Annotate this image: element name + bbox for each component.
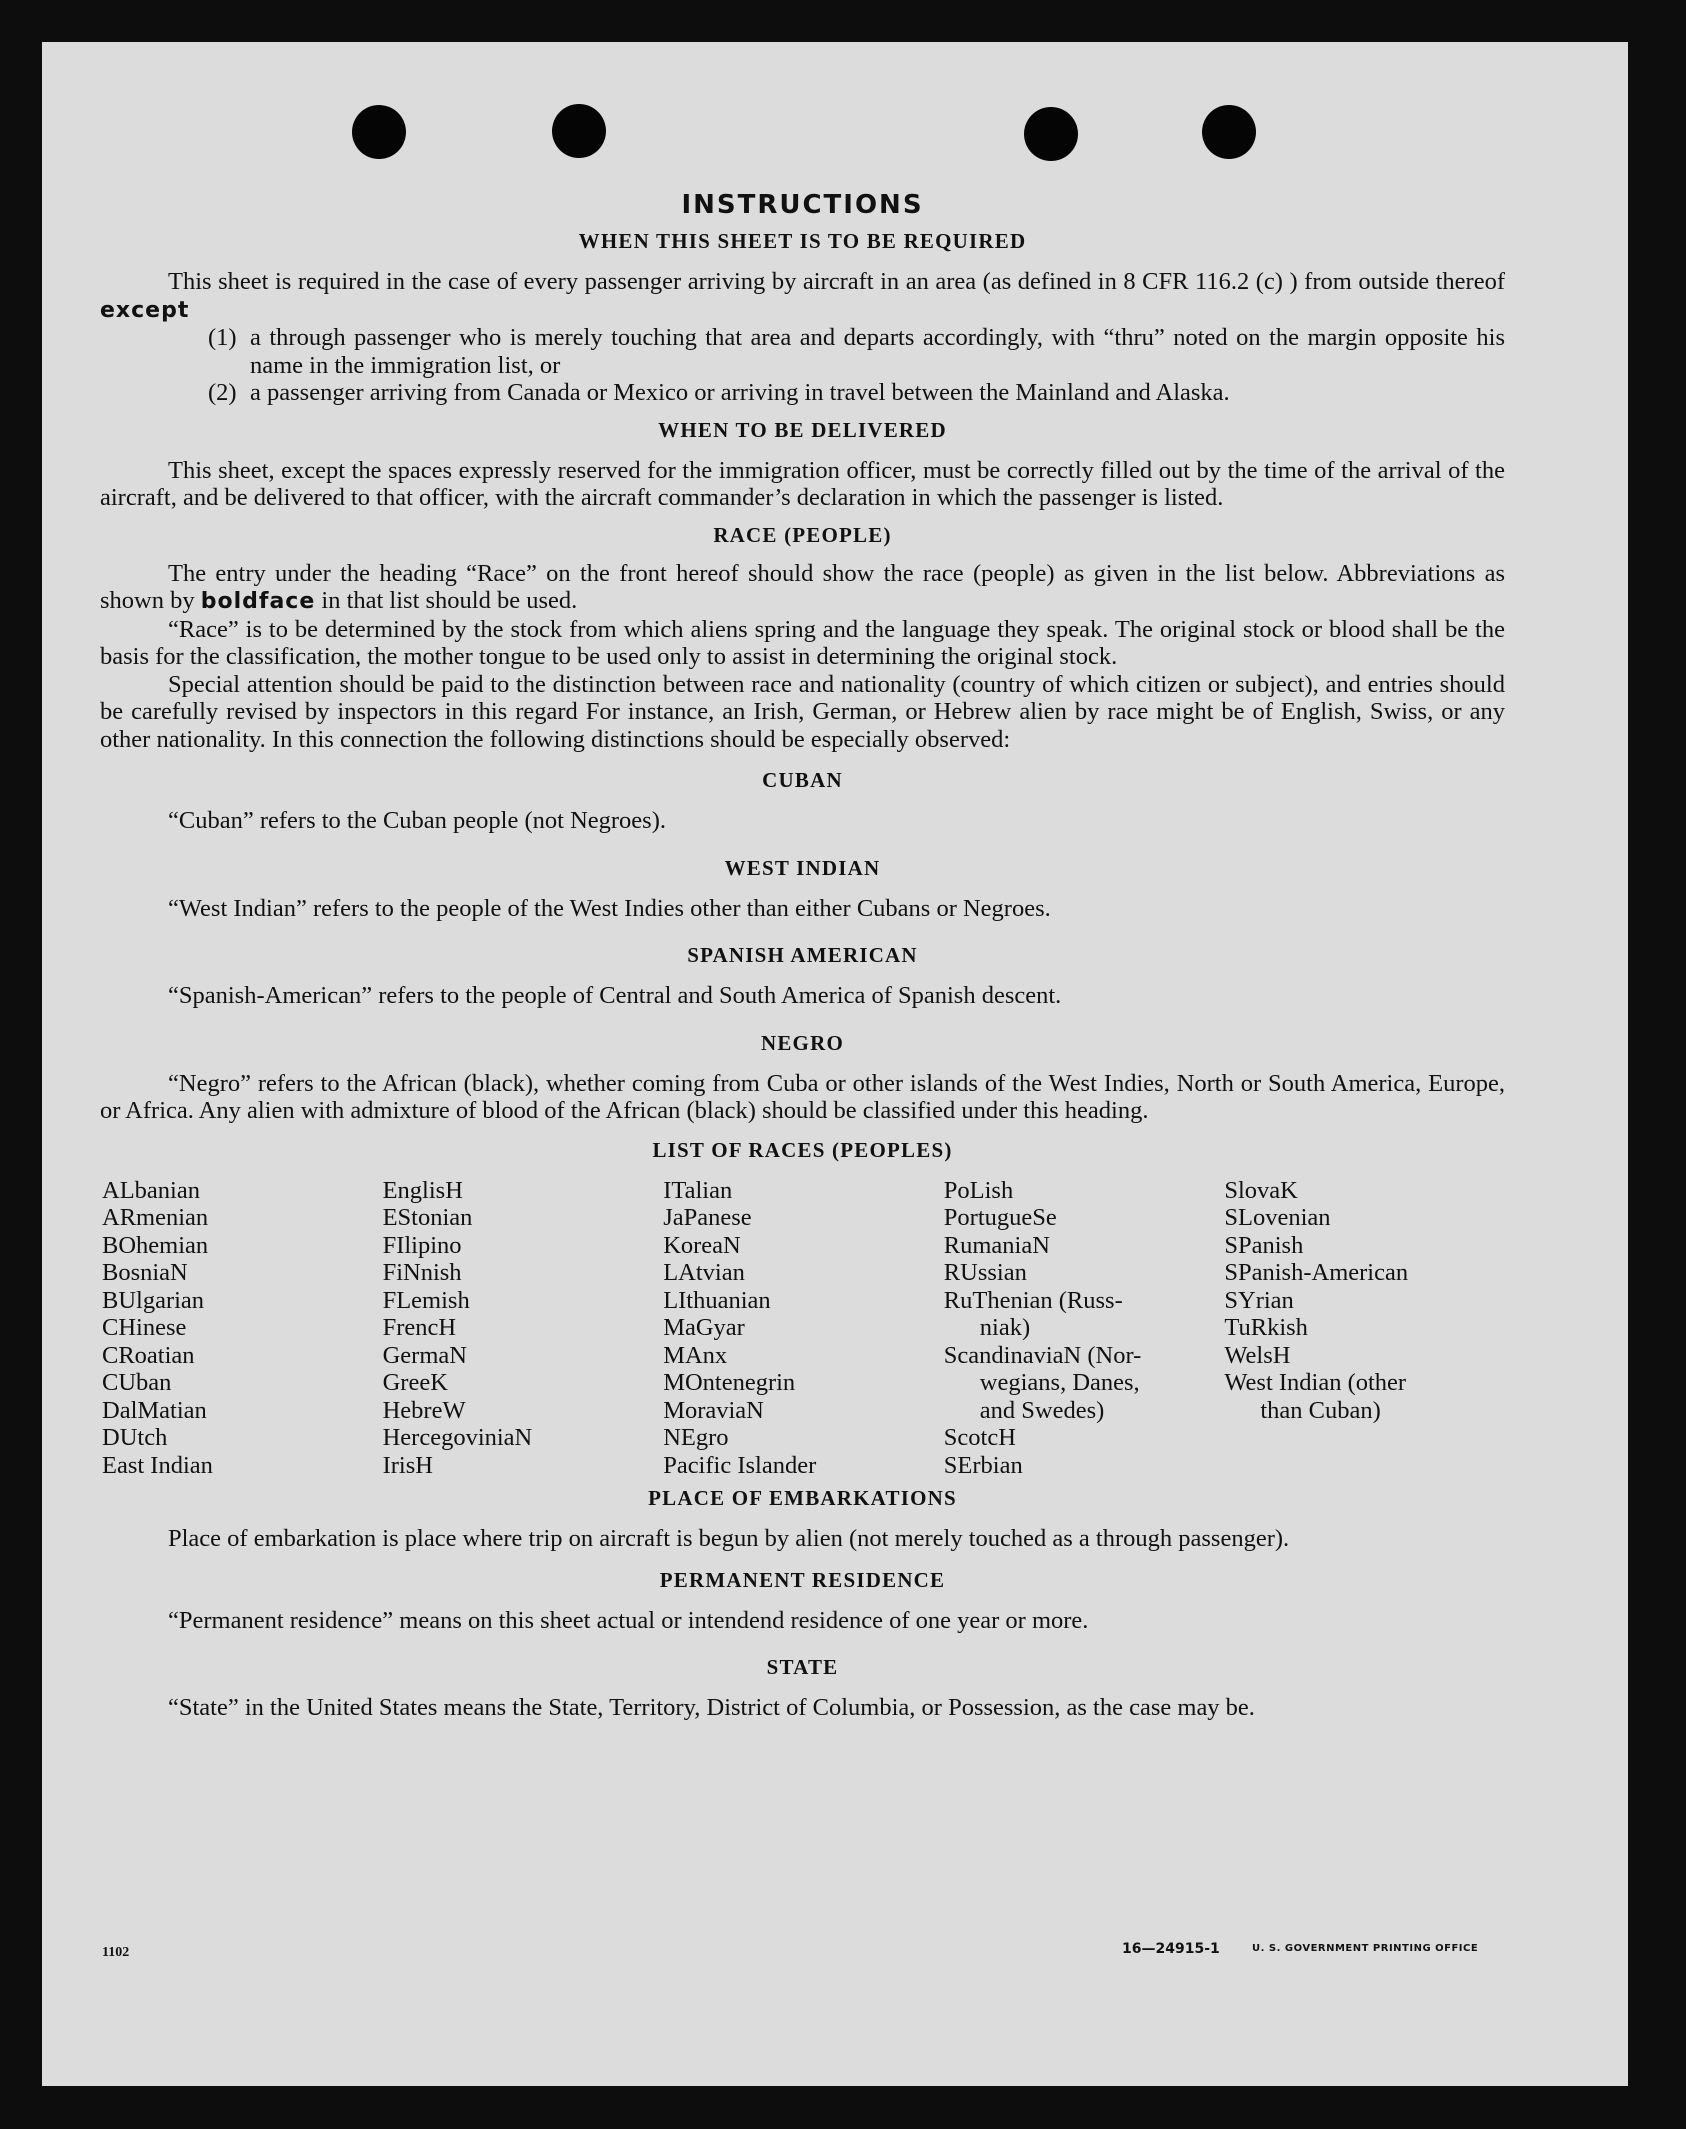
race-entry: HercegoviniaN [382,1424,533,1451]
race-entry: SlovaK [1224,1176,1298,1204]
paragraph [100,560,1505,616]
race-entry: GermaN [382,1341,467,1369]
races-column [102,1177,383,1480]
emphasis-text: except [100,297,190,323]
race-entry: WelsH [1224,1341,1291,1369]
race-entry: East Indian [102,1451,213,1479]
race-entry: ScandinaviaN (Nor- [943,1341,1142,1369]
race-entry: SLovenian [1224,1204,1331,1231]
paragraph-text: in that list should be used. [321,587,578,614]
section-heading: SPANISH AMERICAN [687,943,918,967]
list-item-number: (2) [208,379,237,406]
race-entry: JaPanese [663,1204,752,1231]
race-entry: ALbanian [102,1176,200,1204]
section-heading: LIST OF RACES (PEOPLES) [652,1137,953,1162]
race-entry: PoLish [943,1176,1014,1204]
printer-credit: U. S. GOVERNMENT PRINTING OFFICE [1252,1943,1479,1954]
page-footer [102,1941,1507,1969]
race-entry: FiNnish [382,1259,462,1286]
race-entry: CHinese [102,1314,187,1341]
race-entry: and Swedes) [979,1396,1105,1424]
list-item [100,324,1505,379]
race-entry: ARmenian [102,1204,209,1231]
race-entry: PortugueSe [943,1204,1057,1231]
paragraph: Special attention should be paid to the distinction between race and nationality (country of which citizen or subject), and entries should be carefully revised by inspectors in this regard For instance, an Irish, German, or Hebrew alien by race might be of English, Swiss, or any other nationality. In this connection the following distinctions should be especially observed: [100,670,1505,753]
punch-hole [352,105,406,159]
races-column [663,1177,944,1480]
race-entry: than Cuban) [1260,1396,1381,1424]
race-entry: wegians, Danes, [979,1369,1140,1396]
race-entry: SPanish [1224,1231,1304,1259]
race-entry: ITalian [663,1176,733,1204]
emphasis-text: boldface [200,589,316,614]
section-heading: PLACE OF EMBARKATIONS [648,1486,957,1510]
paragraph: “Race” is to be determined by the stock from which aliens spring and the language they speak. The original stock or blood shall be the basis for the classification, the mother tongue to be used only to assist in determining the original stock. [100,615,1505,670]
section-heading: PERMANENT RESIDENCE [659,1567,946,1592]
race-entry: NEgro [663,1424,729,1451]
race-entry: niak) [979,1314,1031,1341]
race-entry: LIthuanian [663,1286,771,1314]
race-entry: EStonian [382,1204,473,1231]
race-entry: DUtch [102,1424,168,1451]
races-column [383,1177,664,1480]
paragraph: “West Indian” refers to the people of the West Indies other than either Cubans or Negroes. [168,894,1051,922]
section-heading: STATE [766,1655,839,1679]
race-entry: FrencH [382,1314,457,1341]
race-entry: IrisH [382,1451,433,1479]
race-entry: SYrian [1224,1286,1294,1314]
race-entry: FIlipino [382,1231,462,1259]
paragraph: “Cuban” refers to the Cuban people (not Negroes). [168,807,666,834]
race-entry: RuThenian (Russ- [943,1286,1123,1314]
race-entry: MAnx [663,1341,728,1369]
section-heading: WHEN TO BE DELIVERED [658,417,947,442]
races-column [1224,1177,1505,1480]
race-entry: MaGyar [663,1314,745,1341]
list-item-text: a passenger arriving from Canada or Mexico or arriving in travel between the Mainland and Alaska. [250,379,1230,406]
race-entry: MoraviaN [663,1396,764,1424]
race-entry: CRoatian [102,1341,195,1369]
document-body [100,190,1505,1722]
punch-hole [1202,105,1256,159]
race-entry: HebreW [382,1396,466,1424]
section-heading: NEGRO [760,1030,844,1055]
list-item-text: a through passenger who is merely touching that area and departs accordingly, with “thru” noted on the margin opposite his name in the immigration list, or [250,324,1505,379]
paragraph: Place of embarkation is place where trip on aircraft is begun by alien (not merely touched as a through passenger). [168,1525,1290,1552]
paragraph-text: The entry under the heading “Race” on the front hereof should show the race (people) as given in the list below. Abbreviations as shown by [100,559,1505,614]
race-entry: RumaniaN [943,1231,1050,1259]
paragraph: “Spanish-American” refers to the people of Central and South America of Spanish descent. [168,982,1062,1009]
print-code: 16—24915-1 [1122,1941,1220,1957]
race-entry: Pacific Islander [663,1451,817,1479]
list-item [100,379,1505,407]
race-entry: CUban [102,1369,172,1396]
race-entry: BOhemian [102,1231,209,1259]
page-title: INSTRUCTIONS [681,190,924,220]
race-entry: West Indian (other [1224,1369,1407,1396]
races-column [944,1177,1225,1480]
punch-hole [1024,107,1078,161]
race-entry: KoreaN [663,1231,741,1259]
race-entry: ScotcH [943,1424,1016,1451]
race-entry: MOntenegrin [663,1369,796,1396]
section-heading: RACE (PEOPLE) [713,522,892,547]
race-entry: SPanish-American [1224,1259,1409,1286]
race-entry: GreeK [382,1369,448,1396]
paragraph [100,268,1505,324]
race-entry: TuRkish [1224,1314,1308,1341]
race-entry: BUlgarian [102,1286,205,1314]
race-entry: LAtvian [663,1259,745,1286]
list-item-number: (1) [208,324,237,351]
section-heading: WHEN THIS SHEET IS TO BE REQUIRED [578,229,1027,253]
paragraph: This sheet, except the spaces expressly reserved for the immigration officer, must be correctly filled out by the time of the arrival of the aircraft, and be delivered to that officer, with the aircraft commander’s declaration in which the passenger is listed. [100,456,1505,511]
race-entry: DalMatian [102,1396,207,1424]
race-entry: EnglisH [382,1176,463,1204]
form-number: 1102 [102,1945,130,1960]
paragraph: “Negro” refers to the African (black), whether coming from Cuba or other islands of the West Indies, North or South America, Europe, or Africa. Any alien with admixture of blood of the African (black) should be classified under this heading. [100,1069,1505,1124]
section-heading: WEST INDIAN [724,855,881,880]
races-list [102,1177,1505,1480]
race-entry: FLemish [382,1286,470,1314]
race-entry: RUssian [943,1259,1027,1286]
punch-hole [552,104,606,158]
race-entry: BosniaN [102,1259,188,1286]
paragraph-text: This sheet is required in the case of every passenger arriving by aircraft in an area (as defined in 8 CFR 116.2 (c) ) from outside thereof [168,268,1505,295]
section-heading: CUBAN [762,768,843,792]
race-entry: SErbian [943,1451,1023,1479]
paragraph: “Permanent residence” means on this sheet actual or intendend residence of one year or more. [168,1606,1089,1634]
paragraph: “State” in the United States means the State, Territory, District of Columbia, or Possession, as the case may be. [168,1694,1255,1721]
